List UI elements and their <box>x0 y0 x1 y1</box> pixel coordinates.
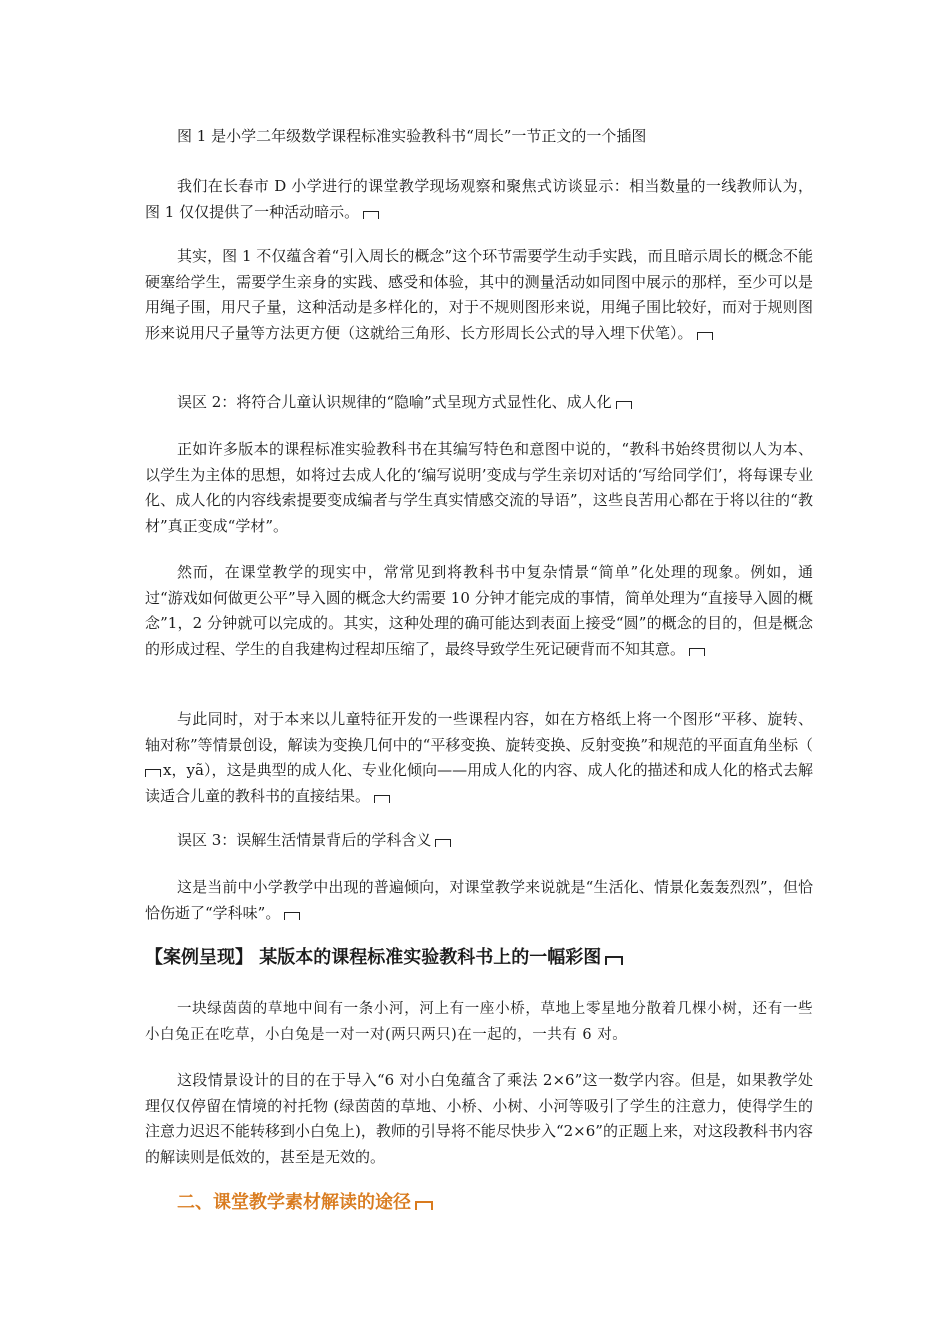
paragraph-textbook-intent: 正如许多版本的课程标准实验教科书在其编写特色和意图中说的，“教科书始终贯彻以人为本、以学生为主体的思想，如将过去成人化的‘编写说明’变成与学生亲切对话的‘写给同学们’，将每课专业化、成人化的内容线索提要变成编者与学生真实情感交流的导语”，这些良苦用心都在于将以往的“教材”真正变成“学材”。 <box>145 440 813 535</box>
section-heading: 二、课堂教学素材解读的途径 <box>177 1190 433 1216</box>
paragraph-case-analysis: 这段情景设计的目的在于导入“6 对小白兔蕴含了乘法 2×6”这一数学内容。但是，如果教学处理仅仅停留在情境的衬托物 (绿茵茵的草地、小桥、小树、小河等吸引了学生的注意力，使得学生的注意力迟迟不能转移到小白兔上)，教师的引导将不能尽快步入“2×6”的正题上来，对这段教科书内容的解读则是低效的，甚至是无效的。 <box>145 1071 813 1166</box>
paragraph-mark-icon <box>435 839 451 847</box>
paragraph-mark-icon <box>616 401 632 409</box>
paragraph-mark-icon <box>605 956 623 965</box>
paragraph-case-description: 一块绿茵茵的草地中间有一条小河，河上有一座小桥，草地上零星地分散着几棵小树，还有一些小白兔正在吃草，小白兔是一对一对(两只两只)在一起的，一共有 6 对。 <box>145 1001 813 1043</box>
paragraph-misconception-2: 误区 2：将符合儿童认识规律的“隐喻”式呈现方式显性化、成人化 <box>145 390 813 416</box>
paragraph-simplification: 然而，在课堂教学的现实中，常常见到将教科书中复杂情景“简单”化处理的现象。例如，通过“游戏如何做更公平”导入圆的概念大约需要 10 分钟才能完成的事情，简单处理为“直接导入圆的概念”1，2 分钟就可以完成的。其实，这种处理的确可能达到表面上接受“圆”的概念的目的，但是概念的形成过程、学生的自我建构过程却压缩了，最终导致学生死记硬背而不知其意。 <box>145 563 813 658</box>
paragraph-mark-icon <box>689 648 705 656</box>
paragraph-general-tendency: 这是当前中小学教学中出现的普遍倾向，对课堂教学来说就是“生活化、情景化轰轰烈烈”，但恰恰伤逝了“学科味”。 <box>145 878 813 922</box>
paragraph-figure-caption: 图 1 是小学二年级数学课程标准实验教科书“周长”一节正文的一个插图 <box>177 127 647 145</box>
paragraph-mark-icon <box>284 912 300 920</box>
paragraph-figure-analysis: 其实，图 1 不仅蕴含着“引入周长的概念”这个环节需要学生动手实践，而且暗示周长的概念不能硬塞给学生，需要学生亲身的实践、感受和体验，其中的测量活动如同图中展示的那样，至少可以是用绳子围，用尺子量，这种活动是多样化的，对于不规则图形来说，用绳子围比较好，而对于规则图形来说用尺子量等方法更方便（这就给三角形、长方形周长公式的导入埋下伏笔）。 <box>145 247 813 342</box>
paragraph-mark-icon <box>363 211 379 219</box>
paragraph-observation: 我们在长春市 D 小学进行的课堂教学现场观察和聚焦式访谈显示：相当数量的一线教师认为，图 1 仅仅提供了一种活动暗示。 <box>145 177 813 221</box>
paragraph-mark-icon <box>374 795 390 803</box>
paragraph-mark-icon <box>697 332 713 340</box>
paragraph-misconception-3: 误区 3：误解生活情景背后的学科含义 <box>145 828 813 854</box>
paragraph-mark-icon <box>145 769 161 777</box>
paragraph-coordinate-example: 与此同时，对于本来以儿童特征开发的一些课程内容，如在方格纸上将一个图形“平移、旋转、轴对称”等情景创设，解读为变换几何中的“平移变换、旋转变换、反射变换”和规范的平面直角坐标（x，yã），这是典型的成人化、专业化倾向——用成人化的内容、成人化的描述和成人化的格式去解读适合儿童的教科书的直接结果。 <box>145 710 814 805</box>
paragraph-mark-icon <box>415 1201 433 1210</box>
case-heading: 【案例呈现】 某版本的课程标准实验教科书上的一幅彩图 <box>145 945 813 971</box>
